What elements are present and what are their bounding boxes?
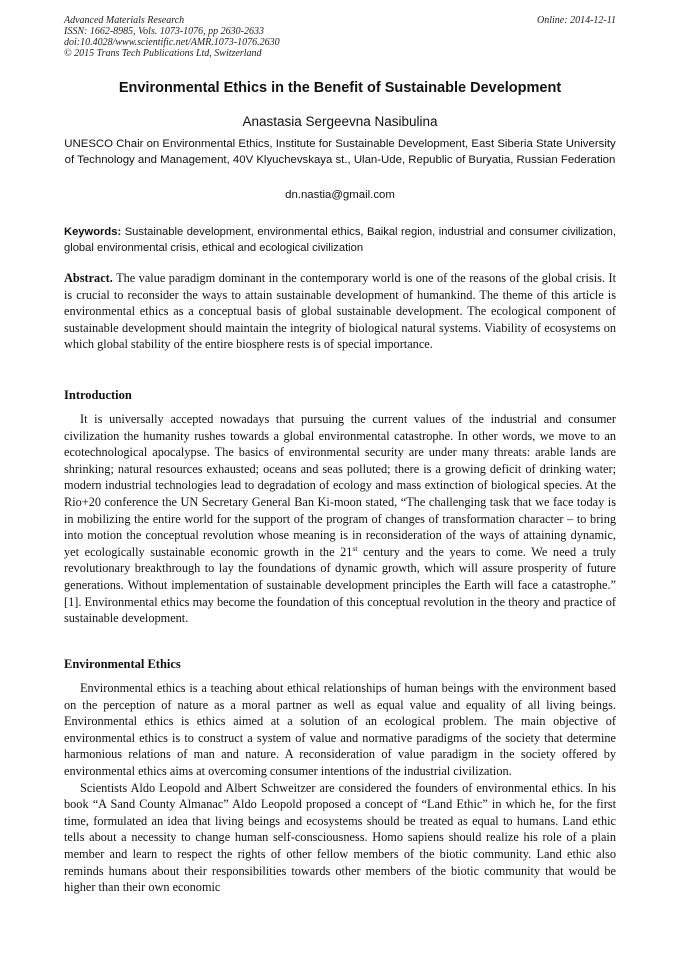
introduction-paragraph: [64, 411, 616, 627]
paper-title: Environmental Ethics in the Benefit of Sustainable Development: [118, 80, 562, 96]
affiliation: UNESCO Chair on Environmental Ethics, Institute for Sustainable Development, East Siberia State University of Technology and Management, 40V Klyuchevskaya st., Ulan-Ude, Republic of Buryatia, Russian Federation: [64, 138, 616, 166]
introduction-body: [64, 411, 616, 627]
ethics-paragraph-1: Environmental ethics is a teaching about ethical relationships of human beings with the environment based on the perception of nature as a moral partner as well as equal value and equality of all living beings. Environmental ethics is ethics aimed at a solution of an ecological problem. The main objective of environmental ethics is to construct a system of value and normative paradigms of the society that determine harmonious relations of man and nature. A reconsideration of value paradigm in the society offered by environmental ethics aims at overcoming consumer intentions of the industrial civilization.: [64, 681, 616, 778]
doi-line: doi:10.4028/www.scientific.net/AMR.1073-1076.2630: [64, 37, 280, 48]
journal-header: [64, 15, 616, 59]
keywords-label: Keywords:: [64, 226, 122, 238]
journal-info: [64, 15, 616, 59]
environmental-ethics-heading: Environmental Ethics: [64, 657, 181, 671]
intro-text-part2: century and the years to come. We need a truly revolutionary breakthrough to lay the foundations of dynamic growth, which will assure prosperity of future generations. Without implementation of sustainable development principles the Earth will face a catastrophe.” [1]. Environmental ethics may become the foundation of this conceptual revolution in the theory and practice of sustainable development.: [64, 544, 617, 626]
ordinal-superscript: st: [352, 543, 358, 553]
online-date: Online: 2014-12-11: [537, 15, 616, 26]
introduction-heading: Introduction: [64, 388, 132, 402]
ethics-paragraph-2: Scientists Aldo Leopold and Albert Schweitzer are considered the founders of environmental ethics. In his book “A Sand County Almanac” Aldo Leopold proposed a concept of “Land Ethic” in which he, for the first time, formulated an idea that living beings and ecosystems should be treated as equal to humans. Land ethic tells about a necessity to change human self-consciousness. Homo sapiens should realize his role of a plain member and learn to respect the rights of other fellow members of the biotic community. Land ethic also reminds humans about their responsibilities towards other members of the biotic community that would be higher than their own economic: [64, 780, 616, 895]
journal-name: Advanced Materials Research: [64, 15, 185, 26]
copyright-line: © 2015 Trans Tech Publications Ltd, Switzerland: [64, 48, 262, 59]
author-name: Anastasia Sergeevna Nasibulina: [242, 114, 438, 129]
intro-text-part1: It is universally accepted nowadays that pursuing the current values of the industrial and consumer civilization the humanity rushes towards a global environmental catastrophe. In other words, we move to an ecotechnological apocalypse. The basics of environmental security are under many threats: arable lands are shrinking; natural resources exhausted; oceans and seas polluted; there is a growing deficit of drinking water; modern industrial technologies lead to degradation of ecology and mass extinction of biological species. At the Rio+20 conference the UN Secretary General Ban Ki-moon stated, “The challenging task that we face today is in mobilizing the entire world for the support of the program of changes of transformation character – to bring into motion the conceptual revolution whose meaning is in reconsideration of the ways of attaining dynamic, yet ecologically sustainable economic growth in the 21: [64, 412, 616, 559]
abstract-label: Abstract.: [64, 271, 113, 285]
abstract: [64, 270, 616, 353]
keywords-text: Sustainable development, environmental ethics, Baikal region, industrial and consumer civilization, global environmental crisis, ethical and ecological civilization: [64, 226, 616, 254]
keywords: [64, 224, 616, 256]
environmental-ethics-body: [64, 680, 616, 896]
author-email: dn.nastia@gmail.com: [285, 189, 395, 201]
issn-line: ISSN: 1662-8985, Vols. 1073-1076, pp 2630-2633: [64, 26, 264, 37]
abstract-text: The value paradigm dominant in the contemporary world is one of the reasons of the global crisis. It is crucial to reconsider the ways to attain sustainable development of humankind. The theme of this article is environmental ethics as a conceptual basis of global sustainable development. The ecological component of sustainable development should maintain the integrity of biological natural systems. Viability of ecosystems on which global stability of the entire biosphere rests is of special importance.: [64, 271, 616, 352]
